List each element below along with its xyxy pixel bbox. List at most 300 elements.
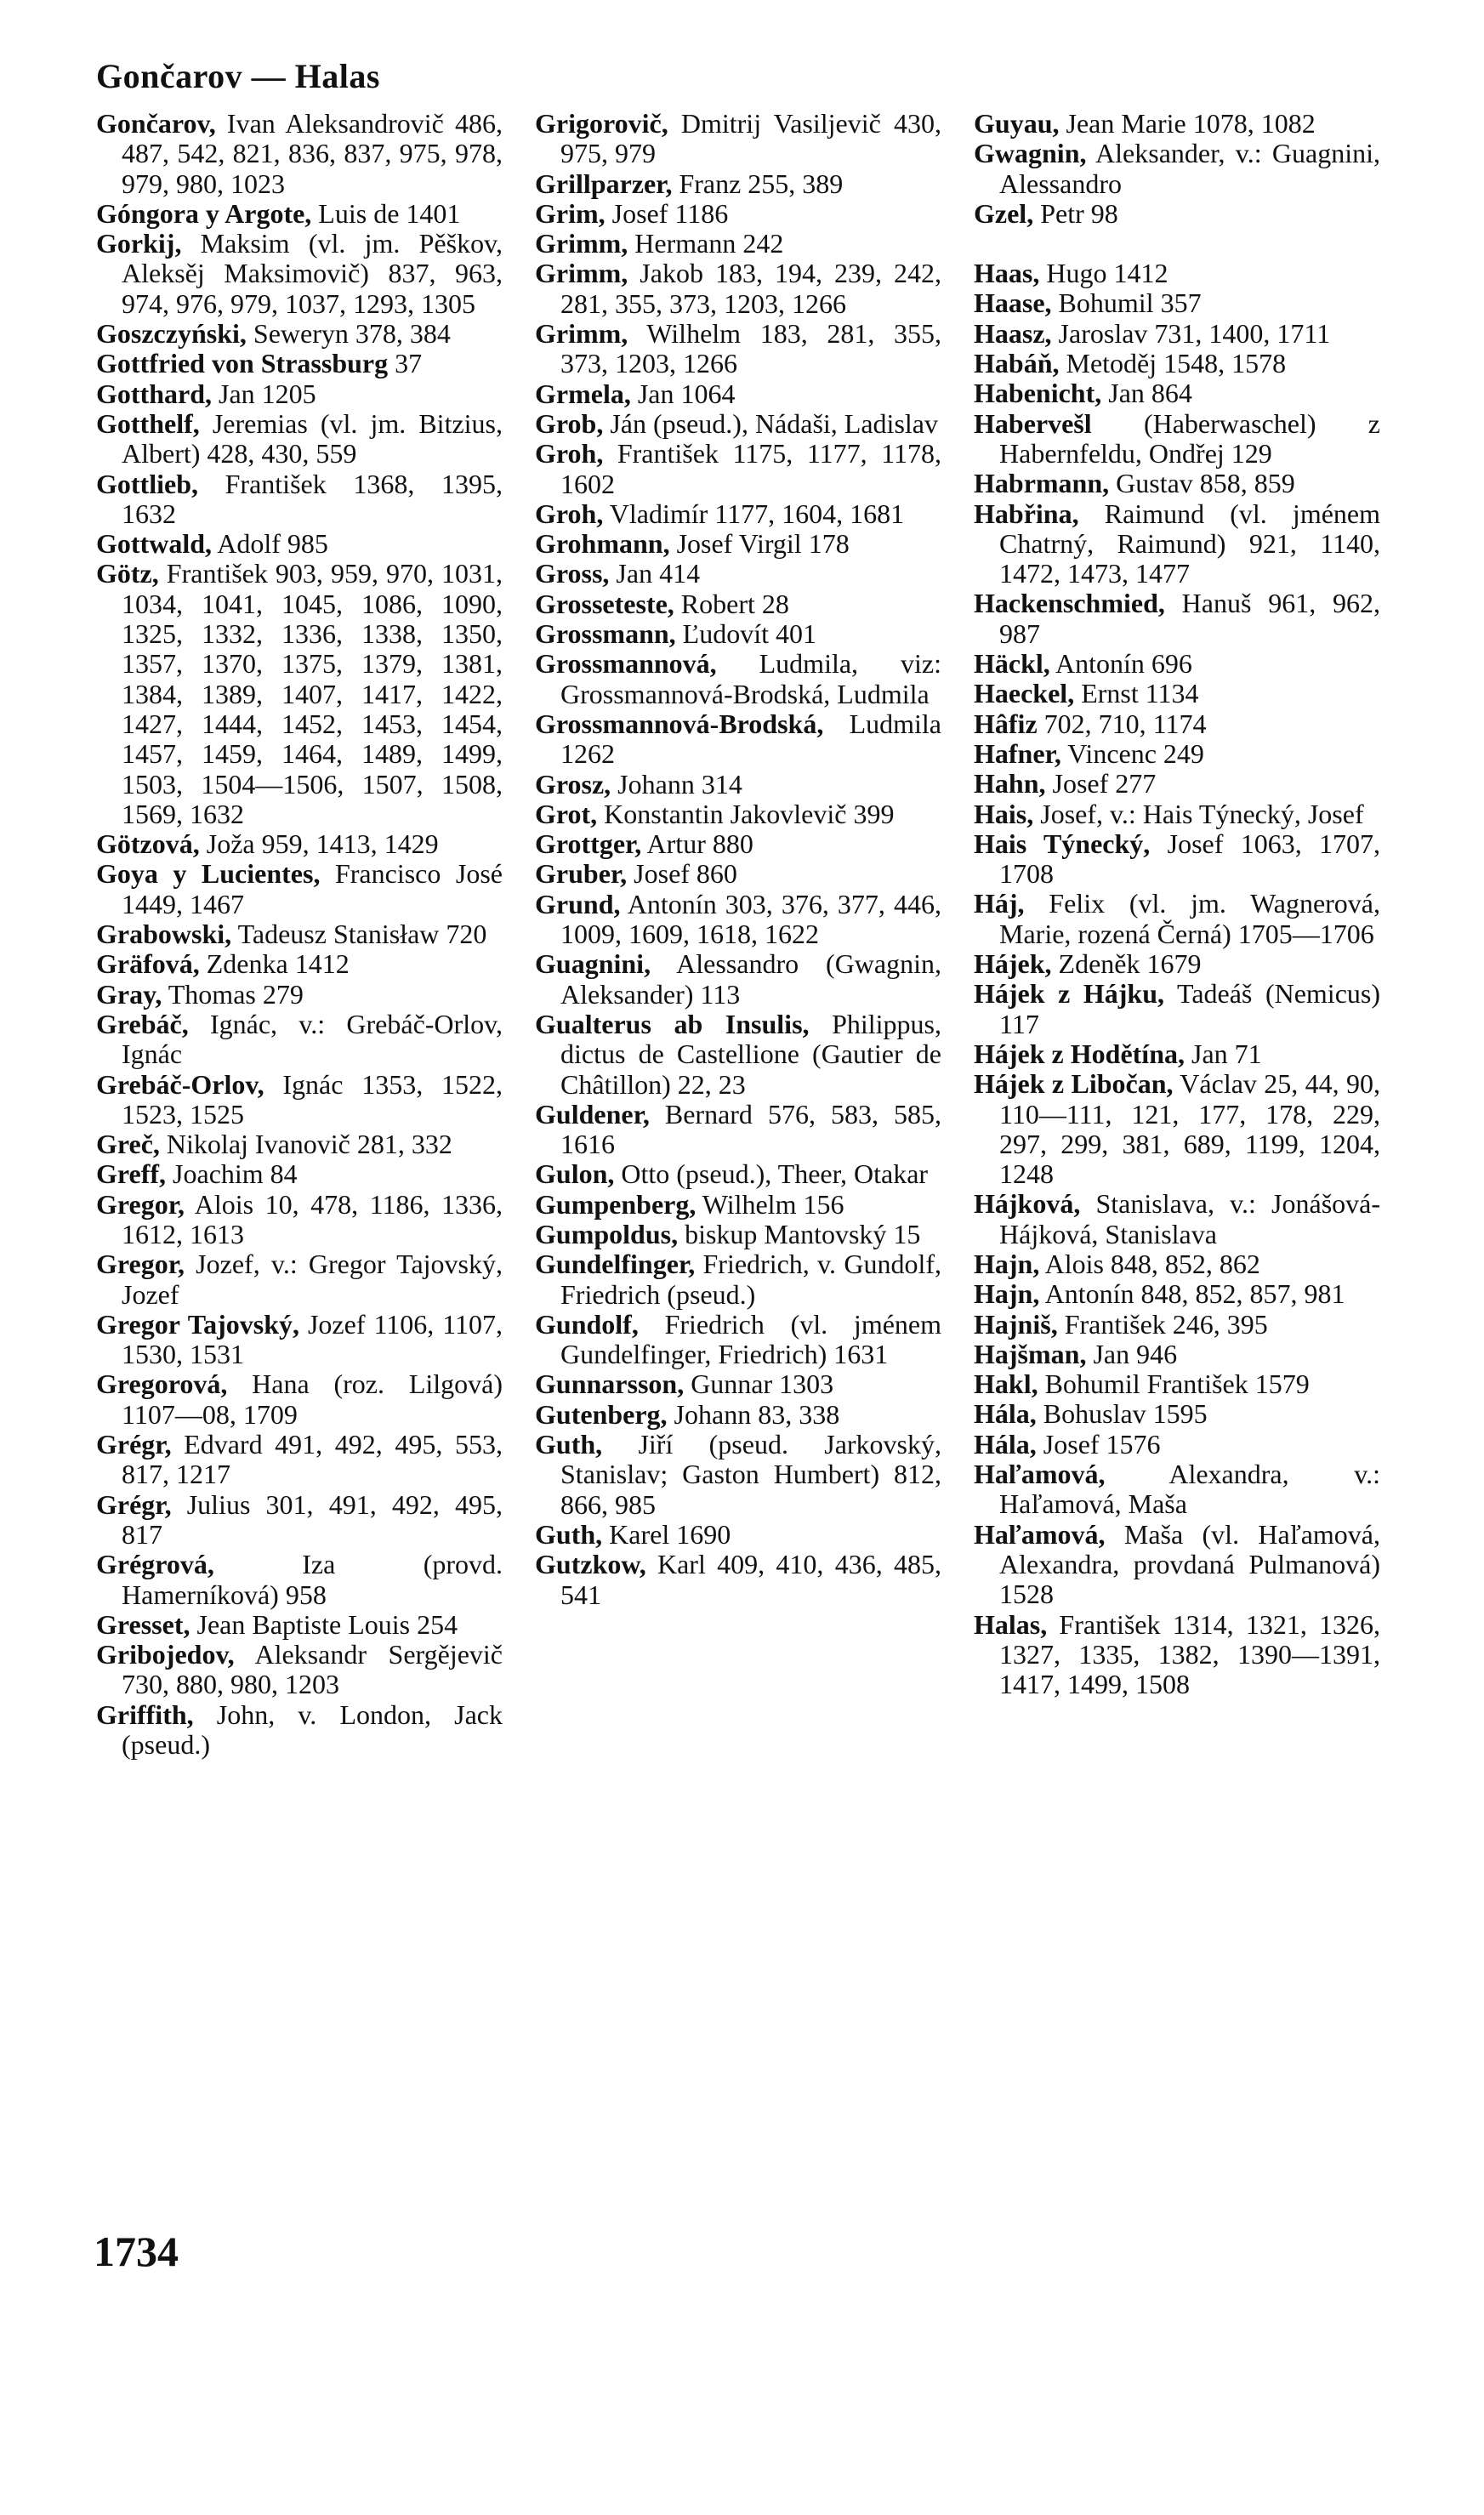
entry-text: Ján (pseud.), Nádaši, Ladislav bbox=[603, 407, 938, 439]
entry-headword: Hájek z Hájku, bbox=[974, 978, 1165, 1010]
entry-headword: Hackenschmied, bbox=[974, 588, 1165, 619]
entry-text: Hanuš 961, 962, 987 bbox=[999, 588, 1380, 649]
entry-text: Luis de 1401 bbox=[311, 197, 461, 229]
index-entry bbox=[974, 739, 1380, 769]
entry-text: Friedrich (vl. jménem Gundelfinger, Friedrich) 1631 bbox=[560, 1308, 941, 1370]
entry-text: Petr 98 bbox=[1033, 197, 1118, 229]
entry-headword: Grillparzer, bbox=[535, 168, 673, 199]
index-entry bbox=[535, 1369, 941, 1399]
entry-headword: Gotthard, bbox=[96, 378, 212, 409]
entry-headword: Grosseteste, bbox=[535, 588, 674, 619]
entry-headword: Hajn, bbox=[974, 1278, 1040, 1310]
entry-text: Alessandro (Gwagnin, Aleksander) 113 bbox=[560, 948, 941, 1010]
entry-headword: Goszczyński, bbox=[96, 318, 247, 350]
entry-headword: Gončarov, bbox=[96, 108, 216, 139]
entry-headword: Gregor, bbox=[96, 1188, 185, 1220]
entry-headword: Grim, bbox=[535, 197, 606, 229]
index-entry bbox=[974, 469, 1380, 498]
entry-headword: Grégrová, bbox=[96, 1549, 214, 1580]
entry-headword: Góngora y Argote, bbox=[96, 197, 312, 229]
entry-text: Vladimír 1177, 1604, 1681 bbox=[603, 498, 905, 529]
entry-text: Jean Marie 1078, 1082 bbox=[1059, 108, 1316, 139]
index-entry bbox=[96, 949, 503, 979]
index-entry bbox=[96, 529, 503, 559]
index-entry bbox=[974, 1279, 1380, 1309]
index-entry bbox=[535, 1430, 941, 1520]
entry-headword: Hais Týnecký, bbox=[974, 828, 1151, 859]
entry-text: Aleksander, v.: Guagnini, Alessandro bbox=[999, 138, 1380, 199]
entry-text: Johann 314 bbox=[611, 768, 742, 799]
entry-headword: Gutzkow, bbox=[535, 1549, 646, 1580]
entry-text: Nikolaj Ivanovič 281, 332 bbox=[159, 1129, 452, 1160]
entry-text: Franz 255, 389 bbox=[672, 168, 844, 199]
entry-text: Ernst 1134 bbox=[1074, 678, 1199, 709]
index-entry bbox=[974, 1249, 1380, 1279]
entry-text: Jeremias (vl. jm. Bitzius, Albert) 428, 430, 559 bbox=[122, 407, 503, 469]
entry-text: Tadeáš (Nemicus) 117 bbox=[999, 978, 1380, 1039]
entry-text: Johann 83, 338 bbox=[667, 1398, 840, 1430]
index-entry bbox=[974, 378, 1380, 408]
index-entry bbox=[96, 1610, 503, 1640]
entry-text: Jiří (pseud. Jarkovský, Stanislav; Gaston Humbert) 812, 866, 985 bbox=[560, 1429, 941, 1520]
entry-headword: Griffith, bbox=[96, 1698, 194, 1730]
entry-headword: Gregor Tajovský, bbox=[96, 1308, 300, 1340]
entry-text: Antonín 696 bbox=[1049, 648, 1192, 680]
entry-text: Bohumil 357 bbox=[1051, 287, 1202, 319]
entry-text: Edvard 491, 492, 495, 553, 817, 1217 bbox=[122, 1429, 503, 1490]
entry-headword: Gottfried von Strassburg bbox=[96, 348, 389, 379]
entry-headword: Grabowski, bbox=[96, 919, 232, 950]
entry-text: Hermann 242 bbox=[628, 228, 784, 259]
entry-text: František 246, 395 bbox=[1057, 1308, 1268, 1340]
index-entry bbox=[535, 529, 941, 559]
index-entry bbox=[96, 109, 503, 199]
entry-headword: Grebáč, bbox=[96, 1008, 189, 1039]
index-entry bbox=[974, 1039, 1380, 1069]
entry-headword: Guth, bbox=[535, 1429, 603, 1460]
entry-headword: Hâfiz bbox=[974, 708, 1038, 739]
index-entry bbox=[974, 1069, 1380, 1189]
entry-text: Friedrich, v. Gundolf, Friedrich (pseud.) bbox=[560, 1249, 941, 1310]
entry-text: Gustav 858, 859 bbox=[1109, 468, 1295, 499]
index-entry bbox=[535, 229, 941, 259]
entry-text: Francisco José 1449, 1467 bbox=[122, 858, 503, 919]
entry-headword: Grossmannová-Brodská, bbox=[535, 708, 824, 739]
entry-headword: Grossmannová, bbox=[535, 648, 717, 680]
index-entry bbox=[96, 409, 503, 469]
entry-headword: Hála, bbox=[974, 1398, 1037, 1430]
index-entry bbox=[974, 709, 1380, 739]
entry-headword: Habrmann, bbox=[974, 468, 1110, 499]
entry-headword: Grégr, bbox=[96, 1488, 172, 1520]
entry-headword: Gregorová, bbox=[96, 1368, 228, 1400]
entry-headword: Haľamová, bbox=[974, 1518, 1106, 1550]
entry-text: Iza (provd. Hamerníková) 958 bbox=[122, 1549, 503, 1610]
index-entry bbox=[974, 679, 1380, 708]
entry-headword: Grebáč-Orlov, bbox=[96, 1068, 264, 1100]
index-entry bbox=[96, 1010, 503, 1070]
index-column-1 bbox=[96, 109, 503, 1760]
entry-text: Bernard 576, 583, 585, 1616 bbox=[560, 1098, 941, 1160]
entry-headword: Hakl, bbox=[974, 1368, 1038, 1400]
index-entry bbox=[96, 559, 503, 829]
index-entry bbox=[974, 769, 1380, 799]
index-entry bbox=[96, 1159, 503, 1189]
entry-text: Julius 301, 491, 492, 495, 817 bbox=[122, 1488, 503, 1550]
index-entry bbox=[974, 349, 1380, 378]
index-entry bbox=[535, 799, 941, 829]
entry-headword: Hála, bbox=[974, 1428, 1037, 1459]
index-entry bbox=[535, 379, 941, 409]
entry-headword: Gulon, bbox=[535, 1158, 615, 1190]
index-entry bbox=[535, 890, 941, 950]
index-entry bbox=[535, 439, 941, 499]
entry-headword: Grohmann, bbox=[535, 528, 670, 560]
index-entry bbox=[96, 199, 503, 229]
entry-text: Wilhelm 156 bbox=[696, 1188, 844, 1220]
entry-text: Karel 1690 bbox=[602, 1518, 731, 1550]
index-entry bbox=[535, 199, 941, 229]
entry-text: Wilhelm 183, 281, 355, 373, 1203, 1266 bbox=[560, 318, 941, 379]
running-head: Gončarov — Halas bbox=[96, 57, 380, 95]
entry-text: Josef Virgil 178 bbox=[669, 528, 850, 560]
entry-text: Philippus, dictus de Castellione (Gautier de Châtillon) 22, 23 bbox=[560, 1008, 942, 1100]
entry-text: Josef 1576 bbox=[1036, 1428, 1161, 1459]
index-entry bbox=[535, 1159, 941, 1189]
entry-headword: Gray, bbox=[96, 978, 162, 1010]
entry-text: Zdeněk 1679 bbox=[1051, 948, 1202, 980]
entry-text: Artur 880 bbox=[641, 828, 753, 860]
index-entry bbox=[974, 1369, 1380, 1399]
index-entry bbox=[96, 1550, 503, 1610]
entry-text: Josef 1063, 1707, 1708 bbox=[999, 828, 1381, 890]
index-entry bbox=[535, 169, 941, 199]
entry-text: Karl 409, 410, 436, 485, 541 bbox=[560, 1549, 941, 1610]
index-entry bbox=[974, 1399, 1380, 1429]
index-entry bbox=[974, 139, 1380, 199]
index-entry bbox=[974, 829, 1380, 890]
entry-text: 702, 710, 1174 bbox=[1037, 708, 1207, 739]
index-entry bbox=[535, 859, 941, 889]
entry-headword: Götz, bbox=[96, 558, 159, 589]
entry-text: Ignác, v.: Grebáč-Orlov, Ignác bbox=[122, 1008, 503, 1070]
index-entry bbox=[974, 889, 1380, 949]
index-entry bbox=[535, 1520, 941, 1550]
index-entry bbox=[974, 1459, 1380, 1520]
index-entry bbox=[96, 379, 503, 409]
entry-text: Antonín 303, 376, 377, 446, 1009, 1609, 1618, 1622 bbox=[560, 888, 941, 950]
entry-text: Alois 10, 478, 1186, 1336, 1612, 1613 bbox=[122, 1188, 503, 1249]
entry-headword: Götzová, bbox=[96, 828, 200, 860]
entry-headword: Habervešl bbox=[974, 407, 1092, 439]
entry-text: Josef, v.: Hais Týnecký, Josef bbox=[1033, 798, 1364, 829]
index-entry bbox=[96, 1190, 503, 1250]
entry-headword: Goya y Lucientes, bbox=[96, 858, 321, 890]
entry-headword: Guldener, bbox=[535, 1098, 650, 1129]
entry-text: Jan 1205 bbox=[212, 378, 316, 409]
entry-text: Alois 848, 852, 862 bbox=[1039, 1248, 1260, 1279]
entry-headword: Gumpoldus, bbox=[535, 1218, 679, 1249]
entry-text: Ignác 1353, 1522, 1523, 1525 bbox=[122, 1068, 503, 1129]
entry-headword: Grossmann, bbox=[535, 618, 676, 650]
index-entry bbox=[96, 1249, 503, 1310]
entry-text: Jozef, v.: Gregor Tajovský, Jozef bbox=[122, 1249, 503, 1310]
index-entry bbox=[535, 619, 941, 649]
index-entry bbox=[96, 349, 503, 378]
entry-text: Vincenc 249 bbox=[1060, 737, 1204, 769]
entry-headword: Habřina, bbox=[974, 498, 1079, 529]
entry-text: Josef 277 bbox=[1045, 768, 1157, 799]
index-entry bbox=[96, 319, 503, 349]
entry-text: Gunnar 1303 bbox=[684, 1368, 834, 1400]
index-entry bbox=[535, 770, 941, 799]
entry-headword: Groh, bbox=[535, 498, 604, 529]
index-entry bbox=[96, 919, 503, 949]
entry-text: Joža 959, 1413, 1429 bbox=[199, 828, 439, 860]
entry-text: Bohumil František 1579 bbox=[1038, 1368, 1310, 1400]
entry-headword: Gresset, bbox=[96, 1608, 190, 1640]
entry-headword: Gundolf, bbox=[535, 1308, 639, 1340]
entry-text: Seweryn 378, 384 bbox=[246, 318, 451, 350]
entry-text: 37 bbox=[388, 348, 423, 379]
index-entry bbox=[974, 259, 1380, 288]
entry-headword: Gross, bbox=[535, 558, 610, 589]
entry-headword: Gotthelf, bbox=[96, 407, 200, 439]
index-entry bbox=[974, 799, 1380, 829]
entry-text: Tadeusz Stanisław 720 bbox=[231, 919, 487, 950]
entry-text: Bohuslav 1595 bbox=[1036, 1398, 1208, 1430]
entry-text: František 1175, 1177, 1178, 1602 bbox=[560, 438, 941, 499]
index-entry bbox=[535, 1220, 941, 1249]
entry-text: Jan 864 bbox=[1101, 378, 1192, 409]
entry-text: Dmitrij Vasiljevič 430, 975, 979 bbox=[560, 108, 941, 169]
entry-headword: Groh, bbox=[535, 438, 604, 469]
entry-headword: Gzel, bbox=[974, 197, 1034, 229]
entry-text: Josef 1186 bbox=[605, 197, 729, 229]
entry-text: František 903, 959, 970, 1031, 1034, 1041, 1045, 1086, 1090, 1325, 1332, 1336, 1338, 1350, 1357, 1370, 1375, 1379, 1381, 1384, 1389, 1407, 1417, 1422, 1427, 1444, 1452, 1453, 1454, 1457, 1459, 1464, 1489, 1499, 1503, 1504—1506, 1507, 1508, 1569, 1632 bbox=[122, 558, 503, 829]
entry-headword: Haas, bbox=[974, 258, 1040, 289]
entry-text: Adolf 985 bbox=[212, 528, 328, 560]
index-column-3 bbox=[974, 109, 1380, 1699]
entry-text: Jan 946 bbox=[1086, 1338, 1178, 1369]
entry-headword: Gorkij, bbox=[96, 228, 182, 259]
entry-headword: Háj, bbox=[974, 888, 1025, 919]
index-entry bbox=[974, 199, 1380, 229]
index-entry bbox=[96, 469, 503, 530]
index-entry bbox=[535, 259, 941, 319]
index-entry bbox=[974, 1189, 1380, 1249]
entry-text: Hugo 1412 bbox=[1039, 258, 1168, 289]
entry-headword: Haľamová, bbox=[974, 1459, 1106, 1490]
entry-headword: Haeckel, bbox=[974, 678, 1075, 709]
entry-headword: Grégr, bbox=[96, 1429, 172, 1460]
entry-text: Thomas 279 bbox=[162, 978, 304, 1010]
index-entry bbox=[974, 949, 1380, 979]
entry-headword: Hájek z Libočan, bbox=[974, 1068, 1174, 1100]
entry-text: Metoděj 1548, 1578 bbox=[1059, 348, 1287, 379]
entry-headword: Gutenberg, bbox=[535, 1398, 668, 1430]
index-entry bbox=[974, 1310, 1380, 1340]
index-entry bbox=[974, 589, 1380, 649]
entry-text: Felix (vl. jm. Wagnerová, Marie, rozená Černá) 1705—1706 bbox=[999, 888, 1380, 949]
entry-text: Jakob 183, 194, 239, 242, 281, 355, 373, 1203, 1266 bbox=[560, 258, 941, 319]
entry-headword: Grot, bbox=[535, 798, 598, 829]
entry-headword: Gumpenberg, bbox=[535, 1188, 697, 1220]
entry-headword: Häckl, bbox=[974, 648, 1050, 680]
index-entry bbox=[96, 980, 503, 1010]
index-entry bbox=[96, 1369, 503, 1430]
index-entry bbox=[974, 649, 1380, 679]
index-entry bbox=[974, 1520, 1380, 1610]
entry-text: Konstantin Jakovlevič 399 bbox=[597, 798, 895, 829]
entry-text: Zdenka 1412 bbox=[199, 948, 350, 980]
entry-text: biskup Mantovský 15 bbox=[678, 1218, 921, 1249]
index-entry bbox=[535, 409, 941, 439]
index-entry bbox=[535, 649, 941, 709]
index-entry bbox=[96, 229, 503, 319]
index-entry bbox=[535, 1310, 941, 1370]
index-entry bbox=[96, 1640, 503, 1700]
entry-text: Ivan Aleksandrovič 486, 487, 542, 821, 836, 837, 975, 978, 979, 980, 1023 bbox=[122, 108, 503, 199]
entry-text: Václav 25, 44, 90, 110—111, 121, 177, 178, 229, 297, 299, 381, 689, 1199, 1204, 1248 bbox=[999, 1068, 1381, 1190]
entry-text: Jan 414 bbox=[609, 558, 701, 589]
entry-headword: Gwagnin, bbox=[974, 138, 1087, 169]
entry-text: Aleksandr Sergějevič 730, 880, 980, 1203 bbox=[122, 1639, 503, 1700]
entry-headword: Gregor, bbox=[96, 1249, 185, 1280]
index-entry bbox=[974, 409, 1380, 469]
entry-headword: Gottlieb, bbox=[96, 468, 198, 499]
entry-headword: Gunnarsson, bbox=[535, 1368, 685, 1400]
entry-headword: Hais, bbox=[974, 798, 1034, 829]
entry-text: Josef 860 bbox=[627, 858, 737, 890]
entry-headword: Habenicht, bbox=[974, 378, 1102, 409]
index-entry bbox=[535, 829, 941, 859]
index-entry bbox=[535, 949, 941, 1010]
index-entry bbox=[535, 1400, 941, 1430]
entry-text: Maša (vl. Haľamová, Alexandra, provdaná Pulmanová) 1528 bbox=[999, 1518, 1380, 1610]
entry-text: Ludmila, viz: Grossmannová-Brodská, Ludmila bbox=[560, 648, 941, 709]
entry-text: František 1368, 1395, 1632 bbox=[122, 468, 503, 529]
index-entry bbox=[974, 288, 1380, 318]
entry-text: Robert 28 bbox=[674, 588, 789, 619]
index-entry bbox=[96, 1070, 503, 1130]
entry-text: (Haberwaschel) z Habernfeldu, Ondřej 129 bbox=[999, 407, 1380, 469]
entry-text: Jaroslav 731, 1400, 1711 bbox=[1051, 317, 1331, 349]
entry-headword: Guagnini, bbox=[535, 948, 651, 980]
entry-headword: Haase, bbox=[974, 287, 1052, 319]
entry-text: Otto (pseud.), Theer, Otakar bbox=[614, 1158, 929, 1190]
entry-text: John, v. London, Jack (pseud.) bbox=[122, 1698, 503, 1761]
entry-text: Alexandra, v.: Haľamová, Maša bbox=[999, 1459, 1380, 1520]
index-entry bbox=[96, 1490, 503, 1551]
index-entry bbox=[974, 1340, 1380, 1369]
index-entry bbox=[96, 1430, 503, 1490]
index-entry bbox=[974, 979, 1380, 1039]
index-entry bbox=[535, 1190, 941, 1220]
index-entry bbox=[535, 1249, 941, 1310]
index-entry bbox=[535, 589, 941, 619]
entry-headword: Gundelfinger, bbox=[535, 1249, 696, 1280]
entry-headword: Hájek z Hodětína, bbox=[974, 1038, 1185, 1069]
entry-headword: Gribojedov, bbox=[96, 1639, 235, 1670]
entry-headword: Haasz, bbox=[974, 317, 1052, 349]
entry-text: Ľudovít 401 bbox=[675, 618, 816, 650]
entry-headword: Halas, bbox=[974, 1608, 1048, 1640]
index-entry bbox=[535, 559, 941, 589]
entry-headword: Gualterus ab Insulis, bbox=[535, 1008, 810, 1039]
index-entry bbox=[974, 319, 1380, 349]
entry-headword: Guth, bbox=[535, 1518, 603, 1550]
entry-headword: Grimm, bbox=[535, 318, 628, 350]
index-entry bbox=[974, 109, 1380, 139]
index-column-2 bbox=[535, 109, 941, 1610]
index-entry bbox=[535, 109, 941, 169]
entry-headword: Hafner, bbox=[974, 737, 1061, 769]
entry-headword: Grottger, bbox=[535, 828, 642, 860]
entry-headword: Habáň, bbox=[974, 348, 1060, 379]
entry-headword: Hájková, bbox=[974, 1188, 1081, 1220]
index-entry bbox=[535, 1550, 941, 1610]
entry-headword: Hájek, bbox=[974, 948, 1052, 980]
index-entry bbox=[535, 499, 941, 529]
entry-headword: Grosz, bbox=[535, 768, 611, 799]
entry-headword: Grigorovič, bbox=[535, 108, 668, 139]
index-entry bbox=[96, 1129, 503, 1159]
index-entry bbox=[96, 859, 503, 919]
page-number: 1734 bbox=[94, 2228, 179, 2275]
entry-headword: Greč, bbox=[96, 1129, 160, 1160]
entry-text: Stanislava, v.: Jonášová-Hájková, Stanislava bbox=[999, 1188, 1380, 1249]
entry-text: Ludmila 1262 bbox=[560, 708, 941, 770]
entry-headword: Gräfová, bbox=[96, 948, 200, 980]
entry-text: Maksim (vl. jm. Pěškov, Aleksěj Maksimovič) 837, 963, 974, 976, 979, 1037, 1293, 1305 bbox=[122, 228, 503, 319]
index-entry bbox=[974, 499, 1380, 589]
index-entry bbox=[535, 1100, 941, 1160]
entry-headword: Hahn, bbox=[974, 768, 1046, 799]
entry-headword: Grund, bbox=[535, 888, 621, 919]
index-entry bbox=[974, 1610, 1380, 1700]
entry-text: Jan 1064 bbox=[630, 378, 736, 409]
letter-section-gap bbox=[974, 229, 1380, 259]
entry-headword: Gruber, bbox=[535, 858, 628, 890]
entry-headword: Grmela, bbox=[535, 378, 631, 409]
entry-headword: Greff, bbox=[96, 1158, 167, 1190]
entry-headword: Hajšman, bbox=[974, 1338, 1087, 1369]
entry-headword: Guyau, bbox=[974, 108, 1060, 139]
entry-headword: Gottwald, bbox=[96, 528, 212, 560]
entry-text: Joachim 84 bbox=[166, 1158, 298, 1190]
index-entry bbox=[535, 1010, 941, 1100]
index-entry bbox=[96, 1700, 503, 1761]
entry-headword: Grob, bbox=[535, 407, 604, 439]
entry-headword: Hajniš, bbox=[974, 1308, 1058, 1340]
entry-text: Jozef 1106, 1107, 1530, 1531 bbox=[122, 1308, 503, 1370]
entry-text: Jan 71 bbox=[1184, 1038, 1262, 1069]
entry-headword: Grimm, bbox=[535, 228, 628, 259]
index-entry bbox=[96, 1310, 503, 1370]
index-entry bbox=[96, 829, 503, 859]
entry-headword: Hajn, bbox=[974, 1248, 1040, 1279]
entry-text: František 1314, 1321, 1326, 1327, 1335, 1382, 1390—1391, 1417, 1499, 1508 bbox=[999, 1608, 1380, 1700]
entry-text: Jean Baptiste Louis 254 bbox=[190, 1608, 458, 1640]
entry-text: Antonín 848, 852, 857, 981 bbox=[1039, 1278, 1345, 1310]
entry-text: Hana (roz. Lilgová) 1107—08, 1709 bbox=[122, 1368, 503, 1430]
entry-headword: Grimm, bbox=[535, 258, 628, 289]
index-entry bbox=[535, 709, 941, 770]
entry-text: Raimund (vl. jménem Chatrný, Raimund) 921, 1140, 1472, 1473, 1477 bbox=[999, 498, 1380, 589]
index-entry bbox=[974, 1430, 1380, 1459]
index-entry bbox=[535, 319, 941, 379]
